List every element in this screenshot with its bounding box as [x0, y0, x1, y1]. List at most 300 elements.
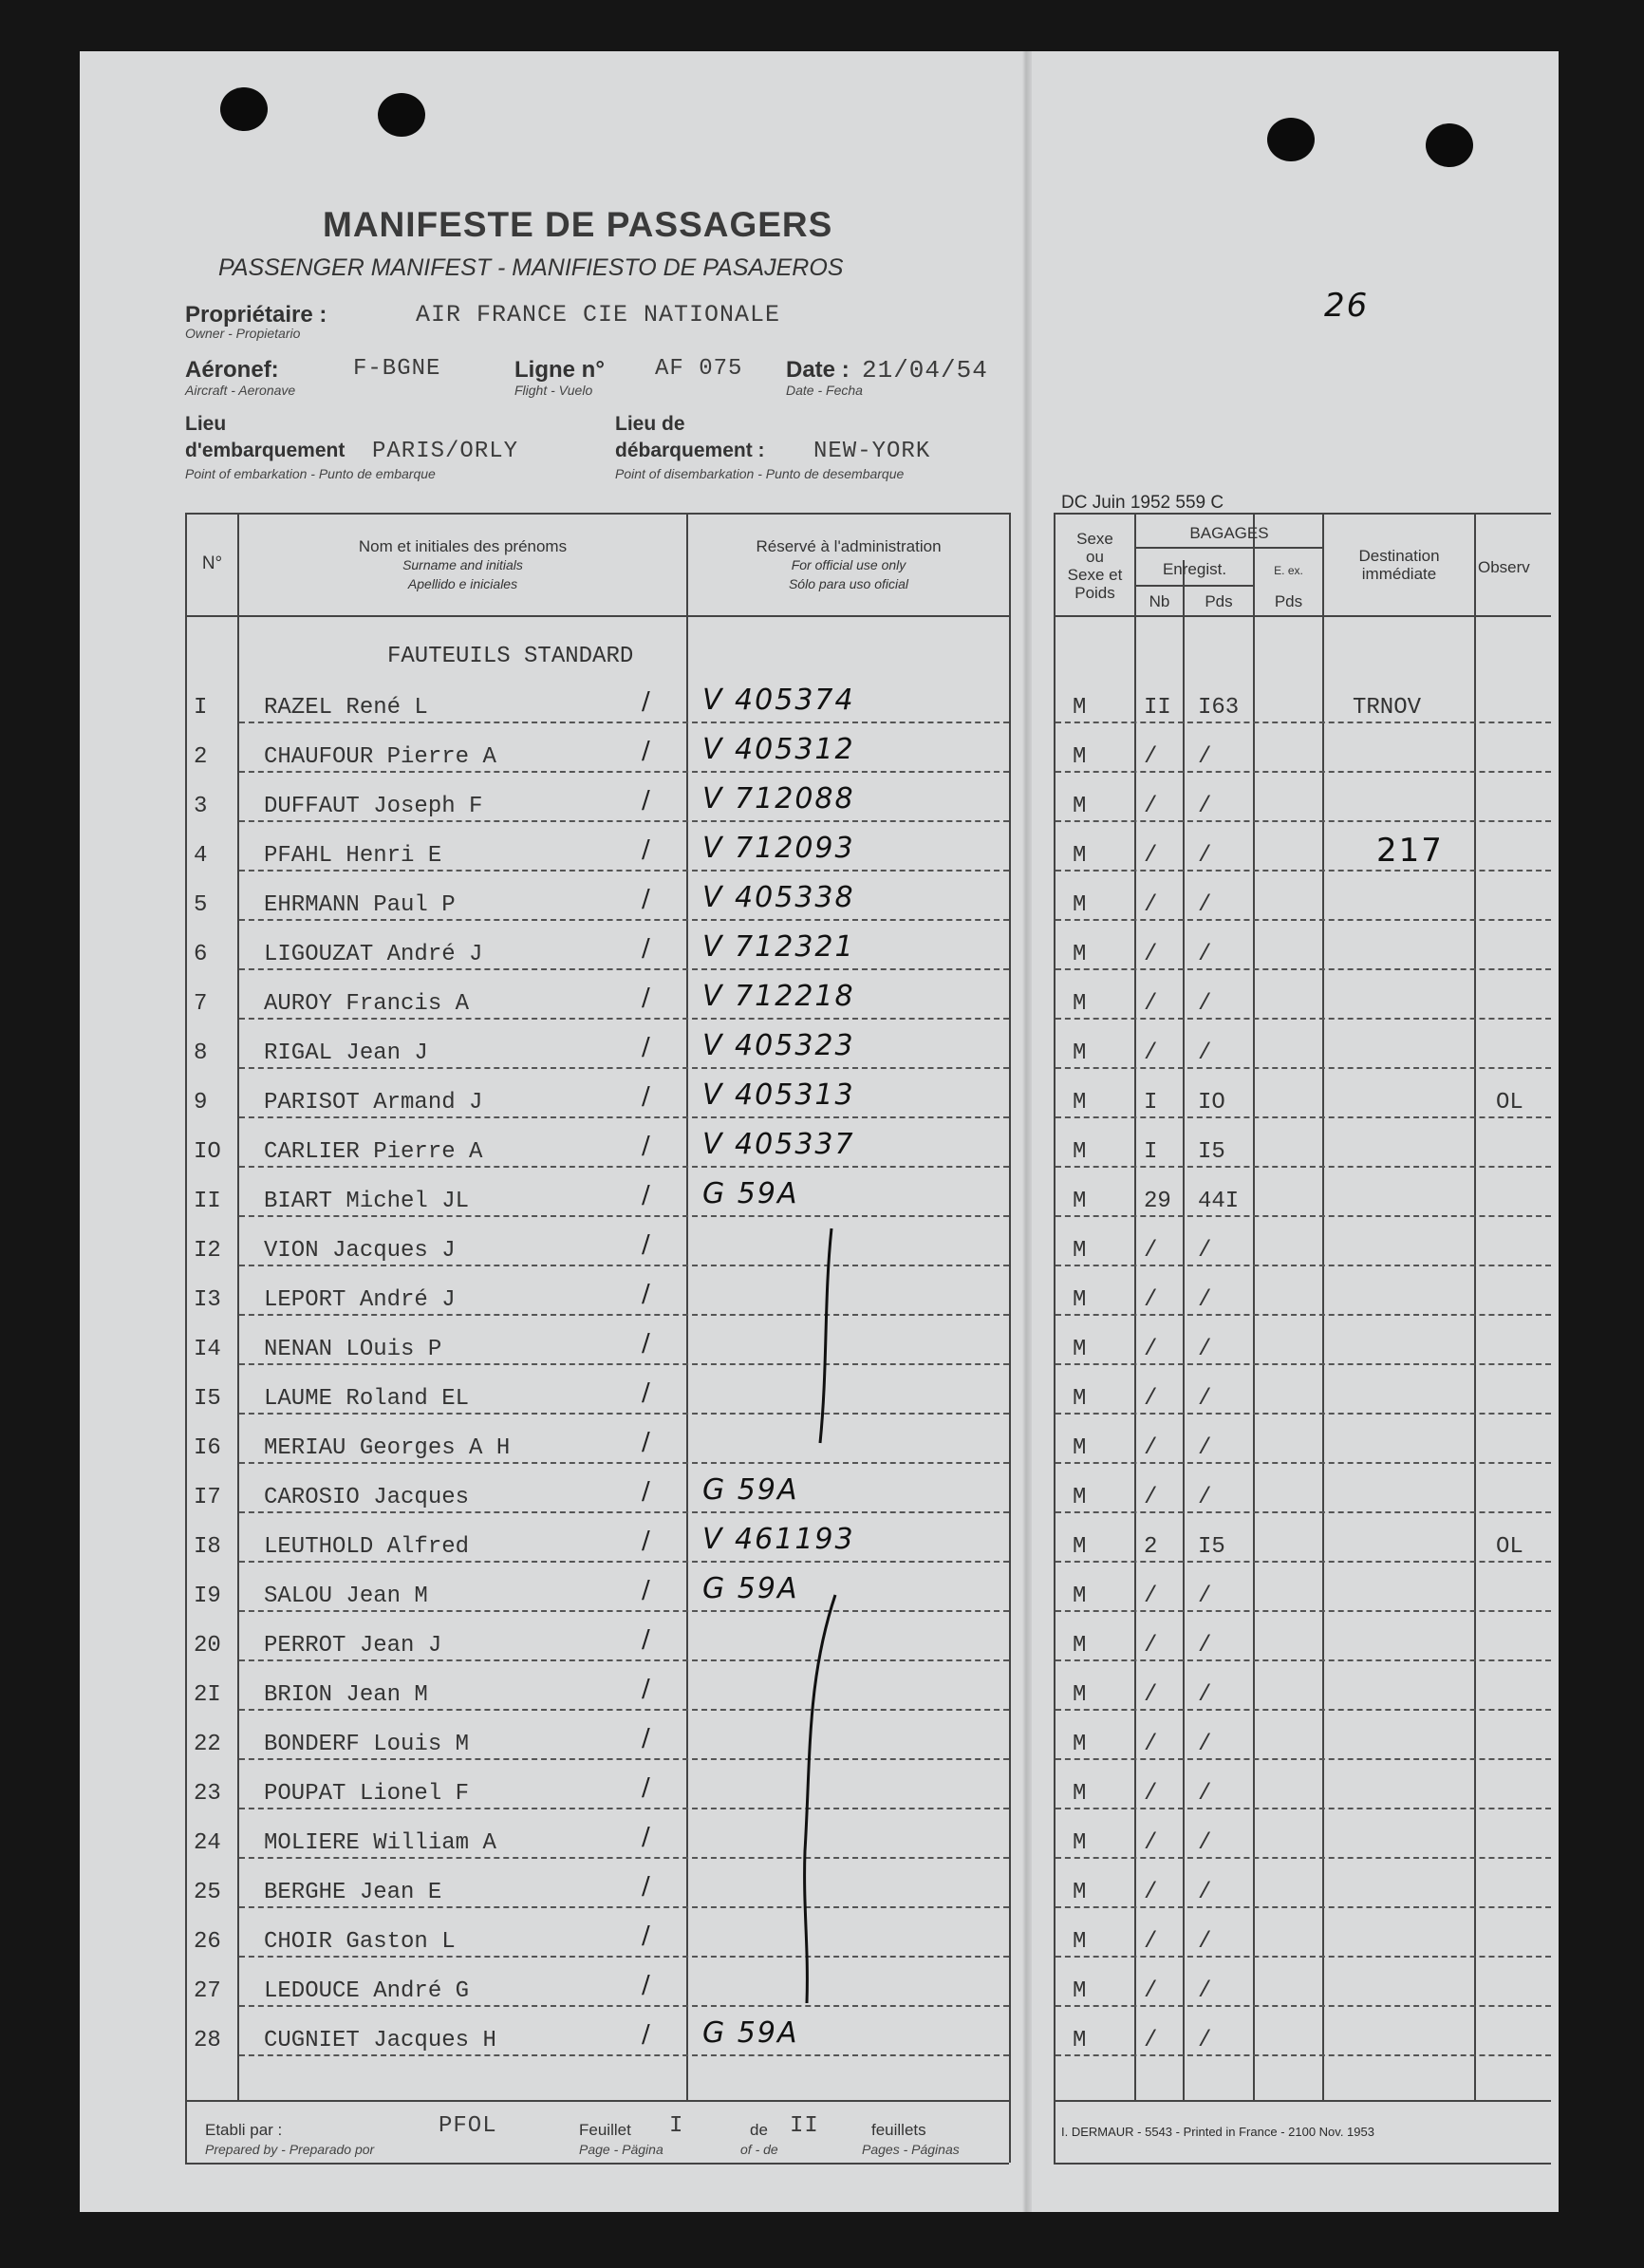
passenger-name: LEUTHOLD Alfred: [264, 1534, 470, 1560]
passenger-name: CHOIR Gaston L: [264, 1929, 456, 1955]
row-rule: [239, 1511, 1009, 1513]
admin-code: V 712321: [702, 930, 855, 964]
bag-count: /: [1144, 892, 1158, 918]
embark-label-2: d'embarquement: [185, 440, 346, 461]
admin-code: V 405323: [702, 1029, 855, 1062]
bag-count: II: [1144, 695, 1171, 721]
bag-count: /: [1144, 1238, 1158, 1264]
checkmark-tick: /: [642, 1477, 650, 1506]
manifest-subtitle: PASSENGER MANIFEST - MANIFIESTO DE PASAJEROS: [218, 254, 844, 281]
printer-mark: I. DERMAUR - 5543 - Printed in France - 2100 Nov. 1953: [1061, 2125, 1374, 2139]
row-number: 6: [194, 942, 208, 967]
passenger-sex: M: [1073, 1534, 1087, 1560]
bag-weight: /: [1198, 1830, 1212, 1856]
bag-count: /: [1144, 1435, 1158, 1461]
checkmark-tick: /: [642, 1527, 650, 1555]
sheet-sub: Page - Pägina: [579, 2142, 663, 2157]
passenger-name: MOLIERE William A: [264, 1830, 496, 1856]
passenger-name: PFAHL Henri E: [264, 843, 442, 869]
owner-label: Propriétaire :: [185, 302, 327, 328]
checkmark-tick: /: [642, 1872, 650, 1901]
admin-code: G 59A: [702, 2016, 799, 2050]
row-number: 20: [194, 1633, 221, 1659]
bag-weight: /: [1198, 1386, 1212, 1412]
admin-code: V 712093: [702, 832, 855, 865]
passenger-sex: M: [1073, 1682, 1087, 1708]
passenger-name: EHRMANN Paul P: [264, 892, 456, 918]
passenger-sex: M: [1073, 744, 1087, 770]
embark-value: PARIS/ORLY: [372, 439, 519, 464]
admin-code: V 405337: [702, 1128, 855, 1161]
col-divider: [1054, 513, 1056, 2163]
row-rule: [1056, 1462, 1551, 1464]
passenger-name: PERROT Jean J: [264, 1633, 442, 1659]
admin-code: G 59A: [702, 1572, 799, 1605]
passenger-sex: M: [1073, 1435, 1087, 1461]
admin-code: V 405338: [702, 881, 855, 914]
passenger-name: CARLIER Pierre A: [264, 1139, 483, 1165]
section-label: FAUTEUILS STANDARD: [387, 644, 634, 669]
prepared-by-value: PFOL: [439, 2113, 497, 2139]
checkmark-tick: /: [642, 934, 650, 963]
row-rule: [1056, 1018, 1551, 1020]
bag-count: 29: [1144, 1189, 1171, 1214]
col-divider: [1322, 513, 1324, 2100]
row-number: 9: [194, 1090, 208, 1115]
row-rule: [1056, 1314, 1551, 1316]
bag-weight: /: [1198, 843, 1212, 869]
passenger-name: POUPAT Lionel F: [264, 1781, 470, 1807]
row-rule: [1056, 771, 1551, 773]
row-rule: [239, 1363, 1009, 1365]
row-rule: [1056, 722, 1551, 723]
passenger-sex: M: [1073, 1880, 1087, 1905]
bag-count: /: [1144, 1929, 1158, 1955]
checkmark-tick: /: [642, 1921, 650, 1950]
row-number: I8: [194, 1534, 221, 1560]
row-number: IO: [194, 1139, 221, 1165]
checkmark-tick: /: [642, 1724, 650, 1753]
checkmark-tick: /: [642, 1625, 650, 1654]
row-rule: [1056, 968, 1551, 970]
table-bottom-line: [185, 2163, 1009, 2165]
owner-value: AIR FRANCE CIE NATIONALE: [416, 301, 781, 328]
row-rule: [239, 722, 1009, 723]
row-number: I9: [194, 1584, 221, 1609]
checkmark-tick: /: [642, 1329, 650, 1358]
prepared-by-sub: Prepared by - Preparado por: [205, 2142, 375, 2157]
bag-count: /: [1144, 991, 1158, 1017]
row-rule: [1056, 1561, 1551, 1563]
col-divider: [1134, 513, 1136, 2100]
row-rule: [239, 1413, 1009, 1415]
admin-code: V 405374: [702, 684, 855, 717]
row-rule: [1056, 1857, 1551, 1859]
punch-hole: [1426, 123, 1473, 167]
passenger-sex: M: [1073, 695, 1087, 721]
checkmark-tick: /: [642, 1971, 650, 1999]
bag-weight: /: [1198, 892, 1212, 918]
passenger-name: AUROY Francis A: [264, 991, 470, 1017]
table-end-line-right: [1054, 2100, 1551, 2102]
checkmark-tick: /: [642, 1675, 650, 1703]
table-bottom-line-right: [1054, 2163, 1551, 2165]
sheet-value: I: [669, 2113, 684, 2139]
owner-sub: Owner - Propietario: [185, 326, 301, 341]
row-rule: [239, 1314, 1009, 1316]
passenger-sex: M: [1073, 1337, 1087, 1362]
row-rule: [239, 1808, 1009, 1809]
passenger-sex: M: [1073, 942, 1087, 967]
checkmark-tick: /: [642, 1773, 650, 1802]
row-rule: [239, 1067, 1009, 1069]
row-number: 5: [194, 892, 208, 918]
of-label: de: [750, 2121, 768, 2139]
enreg-divider: [1134, 585, 1253, 587]
bag-weight: /: [1198, 2028, 1212, 2053]
passenger-name: BERGHE Jean E: [264, 1880, 442, 1905]
passenger-sex: M: [1073, 991, 1087, 1017]
date-sub: Date - Fecha: [786, 383, 863, 398]
col-header-pds2: Pds: [1274, 592, 1303, 610]
row-rule: [1056, 1067, 1551, 1069]
bag-weight: 44I: [1198, 1189, 1240, 1214]
bag-weight: /: [1198, 1732, 1212, 1757]
bag-weight: /: [1198, 1978, 1212, 2004]
bag-weight: /: [1198, 1880, 1212, 1905]
col-divider: [1474, 513, 1476, 2100]
passenger-name: NENAN LOuis P: [264, 1337, 442, 1362]
passenger-name: PARISOT Armand J: [264, 1090, 483, 1115]
passenger-name: MERIAU Georges A H: [264, 1435, 511, 1461]
row-rule: [1056, 1215, 1551, 1217]
checkmark-tick: /: [642, 1280, 650, 1308]
row-rule: [239, 968, 1009, 970]
passenger-name: LEPORT André J: [264, 1287, 456, 1313]
row-rule: [1056, 1610, 1551, 1612]
passenger-name: CUGNIET Jacques H: [264, 2028, 496, 2053]
destination: TRNOV: [1353, 695, 1422, 721]
bag-count: /: [1144, 1732, 1158, 1757]
bag-weight: /: [1198, 1040, 1212, 1066]
row-rule: [239, 1659, 1009, 1661]
passenger-sex: M: [1073, 794, 1087, 819]
row-rule: [1056, 919, 1551, 921]
passenger-sex: M: [1073, 2028, 1087, 2053]
bag-weight: I5: [1198, 1534, 1225, 1560]
checkmark-tick: /: [642, 1132, 650, 1160]
col-divider: [1253, 513, 1255, 2100]
disembark-label-1: Lieu de: [615, 413, 685, 435]
passenger-sex: M: [1073, 1485, 1087, 1510]
passenger-sex: M: [1073, 1781, 1087, 1807]
passenger-sex: M: [1073, 1929, 1087, 1955]
embark-sub: Point of embarkation - Punto de embarque: [185, 466, 436, 481]
bag-weight: /: [1198, 1238, 1212, 1264]
passenger-name: RAZEL René L: [264, 695, 428, 721]
aircraft-label: Aéronef:: [185, 357, 279, 383]
bag-weight: /: [1198, 1337, 1212, 1362]
row-number: 23: [194, 1781, 221, 1807]
row-rule: [1056, 1956, 1551, 1958]
col-header-sex: Sexe ou Sexe et Poids: [1067, 530, 1123, 602]
row-rule: [239, 1215, 1009, 1217]
destination: 217: [1376, 832, 1444, 870]
row-number: 7: [194, 991, 208, 1017]
row-rule: [1056, 1116, 1551, 1118]
checkmark-tick: /: [642, 1378, 650, 1407]
passenger-sex: M: [1073, 1139, 1087, 1165]
row-rule: [1056, 1906, 1551, 1908]
bag-count: /: [1144, 1337, 1158, 1362]
bag-weight: /: [1198, 942, 1212, 967]
ditto-line-strokes: [797, 1225, 854, 2041]
bag-weight: /: [1198, 1682, 1212, 1708]
row-rule: [239, 919, 1009, 921]
passenger-sex: M: [1073, 1830, 1087, 1856]
passenger-sex: M: [1073, 1238, 1087, 1264]
passenger-sex: M: [1073, 892, 1087, 918]
col-divider: [237, 513, 239, 2100]
passenger-sex: M: [1073, 1189, 1087, 1214]
admin-code: V 461193: [702, 1523, 855, 1556]
passenger-sex: M: [1073, 1633, 1087, 1659]
row-rule: [1056, 1265, 1551, 1266]
row-rule: [1056, 1166, 1551, 1168]
passenger-sex: M: [1073, 1978, 1087, 2004]
passenger-sex: M: [1073, 843, 1087, 869]
col-divider: [686, 513, 688, 2100]
bag-weight: /: [1198, 1929, 1212, 1955]
bag-count: I: [1144, 1139, 1158, 1165]
checkmark-tick: /: [642, 1428, 650, 1456]
row-number: I5: [194, 1386, 221, 1412]
passenger-name: LEDOUCE André G: [264, 1978, 470, 2004]
disembark-label-2: débarquement :: [615, 440, 765, 461]
bag-weight: /: [1198, 794, 1212, 819]
bag-count: /: [1144, 843, 1158, 869]
passenger-name: RIGAL Jean J: [264, 1040, 428, 1066]
passenger-sex: M: [1073, 1732, 1087, 1757]
flight-sub: Flight - Vuelo: [514, 383, 593, 398]
row-rule: [239, 1166, 1009, 1168]
row-number: 26: [194, 1929, 221, 1955]
admin-code: V 712218: [702, 980, 855, 1013]
checkmark-tick: /: [642, 786, 650, 815]
punch-hole: [220, 87, 268, 131]
checkmark-tick: /: [642, 737, 650, 765]
bag-count: /: [1144, 794, 1158, 819]
row-rule: [1056, 820, 1551, 822]
form-reference: DC Juin 1952 559 C: [1061, 493, 1224, 513]
row-number: I7: [194, 1485, 221, 1510]
col-header-excess: E. ex.: [1274, 564, 1303, 577]
date-label: Date :: [786, 357, 850, 383]
embark-label-1: Lieu: [185, 413, 227, 435]
row-rule: [239, 820, 1009, 822]
col-header-pds: Pds: [1205, 592, 1233, 610]
row-rule: [1056, 1808, 1551, 1809]
header-bottom-line-right: [1054, 615, 1551, 617]
col-header-nb: Nb: [1149, 592, 1170, 610]
page-mark: 26: [1324, 287, 1370, 325]
punch-hole: [1267, 118, 1315, 161]
row-rule: [239, 1709, 1009, 1711]
row-rule: [1056, 1511, 1551, 1513]
bag-weight: /: [1198, 1435, 1212, 1461]
row-number: 3: [194, 794, 208, 819]
row-number: 27: [194, 1978, 221, 2004]
bag-weight: I5: [1198, 1139, 1225, 1165]
row-rule: [239, 1758, 1009, 1760]
of-sub: of - de: [740, 2142, 778, 2157]
col-divider: [1183, 560, 1185, 2100]
pages-label: feuillets: [871, 2121, 926, 2139]
bag-count: /: [1144, 1040, 1158, 1066]
row-number: 2I: [194, 1682, 221, 1708]
bag-weight: /: [1198, 1485, 1212, 1510]
table-end-line: [185, 2100, 1009, 2102]
bag-weight: /: [1198, 1781, 1212, 1807]
row-rule: [1056, 1758, 1551, 1760]
bag-count: /: [1144, 1633, 1158, 1659]
sheet-label: Feuillet: [579, 2121, 631, 2139]
admin-code: G 59A: [702, 1473, 799, 1507]
bag-count: /: [1144, 744, 1158, 770]
bag-weight: /: [1198, 991, 1212, 1017]
row-number: 4: [194, 843, 208, 869]
bag-count: 2: [1144, 1534, 1158, 1560]
row-number: II: [194, 1189, 221, 1214]
row-rule: [1056, 2005, 1551, 2007]
row-number: 2: [194, 744, 208, 770]
date-value: 21/04/54: [862, 356, 988, 384]
checkmark-tick: /: [642, 1823, 650, 1851]
checkmark-tick: /: [642, 1082, 650, 1111]
col-header-admin: Réservé à l'administration For official use only Sólo para uso oficial: [756, 537, 942, 591]
flight-label: Ligne n°: [514, 357, 605, 383]
bag-weight: /: [1198, 1584, 1212, 1609]
bag-count: /: [1144, 1584, 1158, 1609]
bag-weight: IO: [1198, 1090, 1225, 1115]
row-number: 28: [194, 2028, 221, 2053]
row-rule: [239, 1610, 1009, 1612]
passenger-sex: M: [1073, 1040, 1087, 1066]
col-divider: [1009, 513, 1011, 2163]
row-rule: [239, 1462, 1009, 1464]
checkmark-tick: /: [642, 1181, 650, 1209]
bag-count: /: [1144, 1781, 1158, 1807]
bag-count: /: [1144, 1386, 1158, 1412]
row-rule: [239, 1906, 1009, 1908]
row-rule: [239, 2054, 1009, 2056]
passenger-name: LIGOUZAT André J: [264, 942, 483, 967]
bag-weight: /: [1198, 744, 1212, 770]
flight-value: AF 075: [655, 356, 743, 382]
row-rule: [239, 771, 1009, 773]
row-rule: [239, 870, 1009, 872]
table-left-border: [185, 513, 187, 2163]
passenger-name: CAROSIO Jacques: [264, 1485, 470, 1510]
passenger-sex: M: [1073, 1584, 1087, 1609]
row-rule: [1056, 1413, 1551, 1415]
header-bottom-line: [185, 615, 1009, 617]
bagages-divider: [1134, 547, 1322, 549]
row-number: I3: [194, 1287, 221, 1313]
disembark-value: NEW-YORK: [813, 439, 931, 464]
table-top-line-right: [1054, 513, 1551, 515]
col-header-destination: Destination immédiate: [1358, 547, 1440, 583]
col-header-enreg: Enregist.: [1162, 560, 1227, 578]
page-fold: [1022, 51, 1032, 2212]
bag-count: /: [1144, 1978, 1158, 2004]
row-rule: [239, 1561, 1009, 1563]
col-header-name: Nom et initiales des prénoms Surname and initials Apellido e iniciales: [358, 537, 568, 591]
passenger-sex: M: [1073, 1090, 1087, 1115]
row-rule: [1056, 2054, 1551, 2056]
col-header-observations: Observ: [1478, 558, 1530, 576]
row-rule: [1056, 1709, 1551, 1711]
row-number: I4: [194, 1337, 221, 1362]
passenger-name: VION Jacques J: [264, 1238, 456, 1264]
admin-code: V 405313: [702, 1078, 855, 1112]
prepared-by-label: Etabli par :: [205, 2121, 283, 2139]
row-number: 24: [194, 1830, 221, 1856]
bag-weight: /: [1198, 1633, 1212, 1659]
row-number: I2: [194, 1238, 221, 1264]
admin-code: G 59A: [702, 1177, 799, 1210]
row-rule: [239, 1956, 1009, 1958]
row-rule: [239, 1018, 1009, 1020]
row-number: 8: [194, 1040, 208, 1066]
passenger-name: CHAUFOUR Pierre A: [264, 744, 496, 770]
passenger-name: DUFFAUT Joseph F: [264, 794, 483, 819]
bag-count: /: [1144, 1682, 1158, 1708]
checkmark-tick: /: [642, 1033, 650, 1061]
manifest-title: MANIFESTE DE PASSAGERS: [323, 205, 833, 244]
checkmark-tick: /: [642, 835, 650, 864]
bag-count: /: [1144, 2028, 1158, 2053]
row-rule: [1056, 870, 1551, 872]
col-header-bagages: BAGAGES: [1189, 524, 1269, 542]
row-number: I6: [194, 1435, 221, 1461]
row-rule: [1056, 1363, 1551, 1365]
row-rule: [239, 1857, 1009, 1859]
pages-sub: Pages - Páginas: [862, 2142, 960, 2157]
bag-count: /: [1144, 1485, 1158, 1510]
passenger-name: BONDERF Louis M: [264, 1732, 470, 1757]
checkmark-tick: /: [642, 1230, 650, 1259]
passenger-name: BIART Michel JL: [264, 1189, 470, 1214]
passenger-sex: M: [1073, 1287, 1087, 1313]
table-top-line: [185, 513, 1009, 515]
checkmark-tick: /: [642, 984, 650, 1012]
row-number: I: [194, 695, 208, 721]
checkmark-tick: /: [642, 885, 650, 913]
bag-count: /: [1144, 1830, 1158, 1856]
passenger-name: SALOU Jean M: [264, 1584, 428, 1609]
passenger-name: BRION Jean M: [264, 1682, 428, 1708]
row-number: 22: [194, 1732, 221, 1757]
bag-count: /: [1144, 942, 1158, 967]
bag-count: /: [1144, 1287, 1158, 1313]
bag-weight: I63: [1198, 695, 1240, 721]
row-number: 25: [194, 1880, 221, 1905]
admin-code: V 405312: [702, 733, 855, 766]
admin-code: V 712088: [702, 782, 855, 815]
punch-hole: [378, 93, 425, 137]
row-rule: [239, 1265, 1009, 1266]
